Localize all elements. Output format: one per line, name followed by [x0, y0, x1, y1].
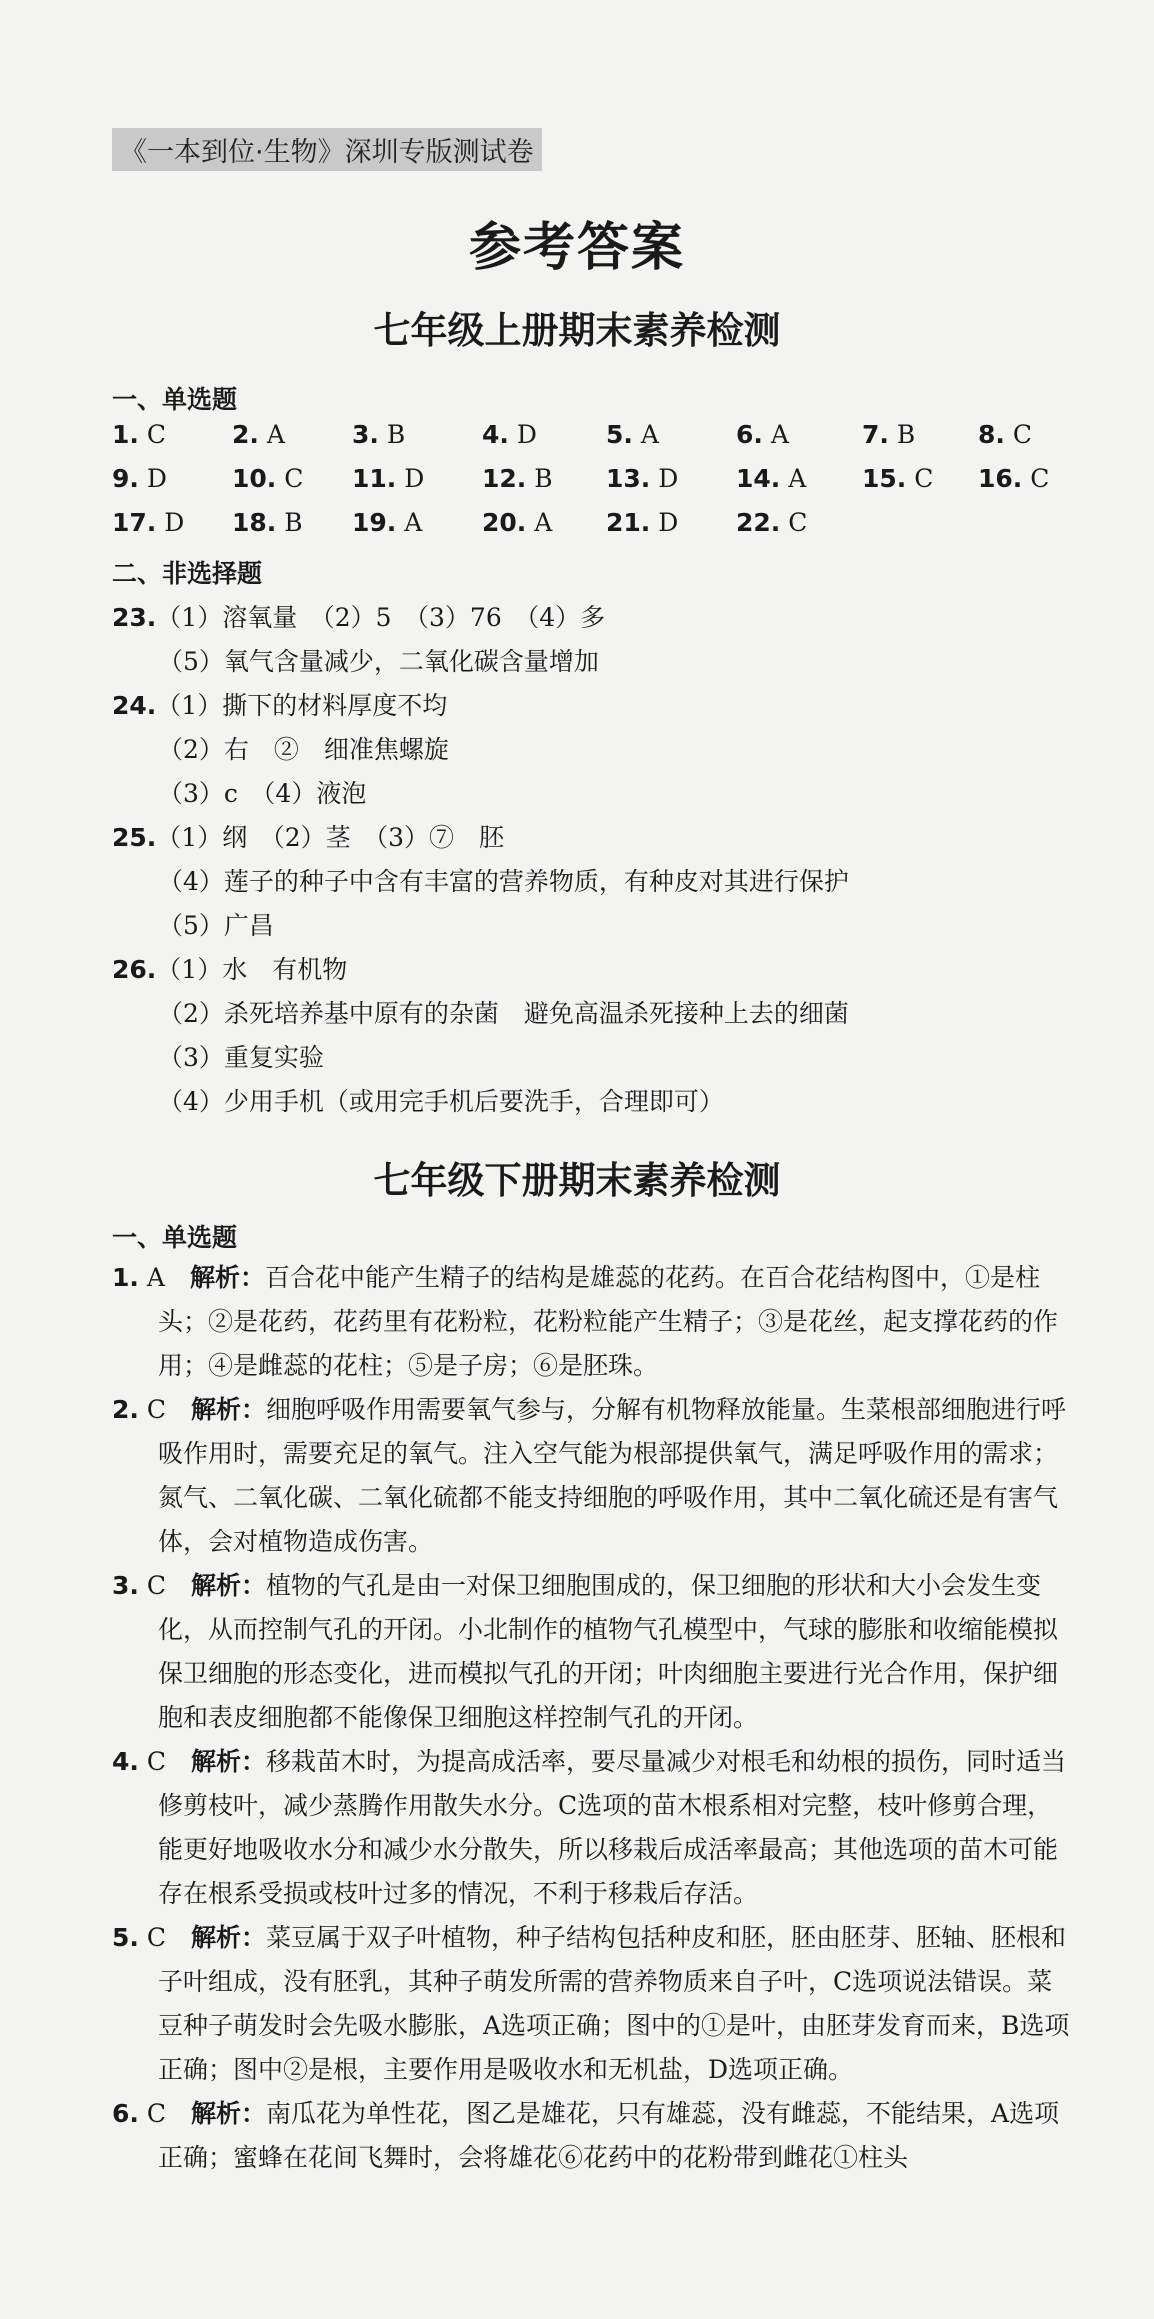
analysis-text: 移栽苗木时，为提高成活率，要尽量减少对根毛和幼根的损伤，同时适当修剪枝叶，减少蒸腾作用散失水分。C选项的苗木根系相对完整，枝叶修剪合理，能更好地吸收水分和减少水分散失，所以移栽后成活率最高；其他选项的苗木可能存在根系受损或枝叶过多的情况，不利于移栽后存活。	[158, 1747, 1067, 1908]
mc-number: 6.	[736, 420, 763, 449]
answer-line	[158, 862, 849, 898]
answer-text: （5）氧气含量减少，二氧化碳含量增加	[158, 647, 599, 676]
question-number: 1.	[112, 1263, 139, 1292]
mc-letter: B	[888, 420, 916, 449]
answer-text: （3）c （4）液泡	[158, 779, 367, 808]
question-number: 23.	[112, 603, 157, 632]
answer-text: （5）广昌	[158, 911, 274, 940]
mc-number: 7.	[862, 420, 889, 449]
answer-line	[112, 686, 447, 722]
mc-letter: A	[632, 420, 659, 449]
mc-letter: A	[396, 508, 423, 537]
mc-answer	[862, 420, 915, 449]
mc-number: 20.	[482, 508, 527, 537]
question-number: 24.	[112, 691, 157, 720]
answer-line	[158, 1038, 324, 1074]
analysis-item	[112, 2092, 1072, 2180]
mc-answer	[482, 464, 553, 493]
mc-number: 15.	[862, 464, 907, 493]
question-number: 4.	[112, 1747, 139, 1776]
mc-letter: C	[1004, 420, 1032, 449]
mc-number: 21.	[606, 508, 651, 537]
mc-answer	[606, 508, 678, 537]
mc-number: 8.	[978, 420, 1005, 449]
mc-number: 16.	[978, 464, 1023, 493]
answer-text: （1）水 有机物	[156, 955, 348, 984]
mc-letter: C	[276, 464, 304, 493]
analysis-item	[112, 1256, 1072, 1388]
analysis-label: 解析：	[191, 1747, 267, 1776]
analysis-text: 植物的气孔是由一对保卫细胞围成的，保卫细胞的形状和大小会发生变化，从而控制气孔的开闭。小北制作的植物气孔模型中，气球的膨胀和收缩能模拟保卫细胞的形态变化，进而模拟气孔的开闭；叶肉细胞主要进行光合作用，保护细胞和表皮细胞都不能像保卫细胞这样控制气孔的开闭。	[158, 1571, 1059, 1732]
answer-text: （1）溶氧量 （2）5 （3）76 （4）多	[156, 603, 606, 632]
mc-answer	[482, 508, 552, 537]
answer-text: （3）重复实验	[158, 1043, 324, 1072]
analysis-text: 细胞呼吸作用需要氧气参与，分解有机物释放能量。生菜根部细胞进行呼吸作用时，需要充足的氧气。注入空气能为根部提供氧气，满足呼吸作用的需求；氮气、二氧化碳、二氧化硫都不能支持细胞的呼吸作用，其中二氧化硫还是有害气体，会对植物造成伤害。	[158, 1395, 1067, 1556]
mc-letter: D	[156, 508, 185, 537]
answer-line	[158, 642, 599, 678]
answer-letter: C	[146, 1571, 166, 1600]
mc-answer	[482, 420, 537, 449]
question-number: 25.	[112, 823, 157, 852]
single-choice-heading: 一、单选题	[112, 385, 238, 414]
answer-letter: C	[146, 1395, 166, 1424]
analysis-text: 百合花中能产生精子的结构是雄蕊的花药。在百合花结构图中，①是柱头；②是花药，花药里有花粉粒，花粉粒能产生精子；③是花丝，起支撑花药的作用；④是雌蕊的花柱；⑤是子房；⑥是胚珠。	[158, 1263, 1059, 1380]
mc-answer	[352, 508, 422, 537]
mc-answer	[352, 464, 424, 493]
mc-number: 13.	[606, 464, 651, 493]
mc-answer	[736, 420, 789, 449]
answer-line	[158, 774, 366, 810]
mc-answer	[736, 464, 806, 493]
mc-letter: B	[378, 420, 406, 449]
answer-text: （1）纲 （2）茎 （3）⑦ 胚	[156, 823, 505, 852]
mc-answer	[736, 508, 807, 537]
analysis-label: 解析：	[191, 1571, 267, 1600]
single-choice-heading-2: 一、单选题	[112, 1223, 238, 1252]
analysis-label: 解析：	[191, 2099, 267, 2128]
answer-letter: A	[146, 1263, 165, 1292]
question-number: 5.	[112, 1923, 139, 1952]
mc-letter: D	[396, 464, 425, 493]
header-banner: 《一本到位·生物》深圳专版测试卷	[112, 128, 542, 171]
mc-letter: A	[780, 464, 807, 493]
mc-letter: A	[762, 420, 789, 449]
mc-number: 9.	[112, 464, 139, 493]
mc-letter: A	[258, 420, 285, 449]
answer-line	[158, 1082, 724, 1118]
section-title-grade7-first: 七年级上册期末素养检测	[373, 309, 781, 352]
question-number: 6.	[112, 2099, 139, 2128]
answer-line	[158, 994, 849, 1030]
mc-letter: C	[906, 464, 934, 493]
mc-answer	[978, 464, 1049, 493]
analysis-text: 南瓜花为单性花，图乙是雄花，只有雄蕊，没有雌蕊，不能结果，A选项正确；蜜蜂在花间飞舞时，会将雄花⑥花药中的花粉带到雌花①柱头	[158, 2099, 1060, 2172]
answer-letter: C	[146, 1747, 166, 1776]
mc-number: 14.	[736, 464, 781, 493]
mc-number: 5.	[606, 420, 633, 449]
answer-line	[158, 906, 274, 942]
analysis-item	[112, 1740, 1072, 1916]
mc-number: 1.	[112, 420, 139, 449]
answer-line	[112, 950, 347, 986]
answer-text: （2）右 ② 细准焦螺旋	[158, 735, 449, 764]
mc-letter: C	[138, 420, 166, 449]
mc-number: 17.	[112, 508, 157, 537]
mc-number: 18.	[232, 508, 277, 537]
analysis-item	[112, 1916, 1072, 2092]
answer-line	[112, 818, 504, 854]
mc-number: 12.	[482, 464, 527, 493]
mc-number: 11.	[352, 464, 397, 493]
mc-answer	[112, 464, 167, 493]
mc-letter: C	[1022, 464, 1050, 493]
mc-answer	[232, 420, 285, 449]
question-number: 3.	[112, 1571, 139, 1600]
answer-letter: C	[146, 1923, 166, 1952]
mc-answer	[112, 508, 184, 537]
mc-answer	[232, 508, 303, 537]
mc-letter: B	[276, 508, 303, 537]
question-number: 2.	[112, 1395, 139, 1424]
analysis-item	[112, 1564, 1072, 1740]
answer-line	[112, 598, 605, 634]
analysis-label: 解析：	[189, 1263, 265, 1292]
answer-line	[158, 730, 449, 766]
answer-text: （1）撕下的材料厚度不均	[156, 691, 448, 720]
mc-number: 10.	[232, 464, 277, 493]
mc-letter: D	[650, 508, 679, 537]
question-number: 26.	[112, 955, 157, 984]
mc-answer	[112, 420, 166, 449]
mc-letter: D	[650, 464, 679, 493]
non-choice-heading: 二、非选择题	[112, 559, 263, 588]
analysis-label: 解析：	[191, 1923, 267, 1952]
mc-answer	[978, 420, 1032, 449]
answer-text: （2）杀死培养基中原有的杂菌 避免高温杀死接种上去的细菌	[158, 999, 849, 1028]
mc-letter: A	[526, 508, 553, 537]
mc-number: 19.	[352, 508, 397, 537]
mc-letter: C	[780, 508, 808, 537]
mc-answer	[862, 464, 933, 493]
analysis-text: 菜豆属于双子叶植物，种子结构包括种皮和胚，胚由胚芽、胚轴、胚根和子叶组成，没有胚乳，其种子萌发所需的营养物质来自子叶，C选项说法错误。菜豆种子萌发时会先吸水膨胀，A选项正确；图中的①是叶，由胚芽发育而来，B选项正确；图中②是根，主要作用是吸收水和无机盐，D选项正确。	[158, 1923, 1070, 2084]
mc-letter: D	[508, 420, 537, 449]
mc-letter: D	[138, 464, 167, 493]
mc-number: 4.	[482, 420, 509, 449]
analysis-item	[112, 1388, 1072, 1564]
mc-answer	[606, 420, 659, 449]
mc-letter: B	[526, 464, 553, 493]
mc-answer	[232, 464, 303, 493]
answer-text: （4）莲子的种子中含有丰富的营养物质，有种皮对其进行保护	[158, 867, 849, 896]
mc-answer	[352, 420, 405, 449]
page-title: 参考答案	[468, 218, 685, 278]
answer-text: （4）少用手机（或用完手机后要洗手，合理即可）	[158, 1087, 724, 1116]
section-title-grade7-second: 七年级下册期末素养检测	[373, 1159, 781, 1202]
analysis-label: 解析：	[191, 1395, 267, 1424]
mc-number: 3.	[352, 420, 379, 449]
mc-answer	[606, 464, 678, 493]
mc-number: 22.	[736, 508, 781, 537]
mc-number: 2.	[232, 420, 259, 449]
answer-letter: C	[146, 2099, 166, 2128]
